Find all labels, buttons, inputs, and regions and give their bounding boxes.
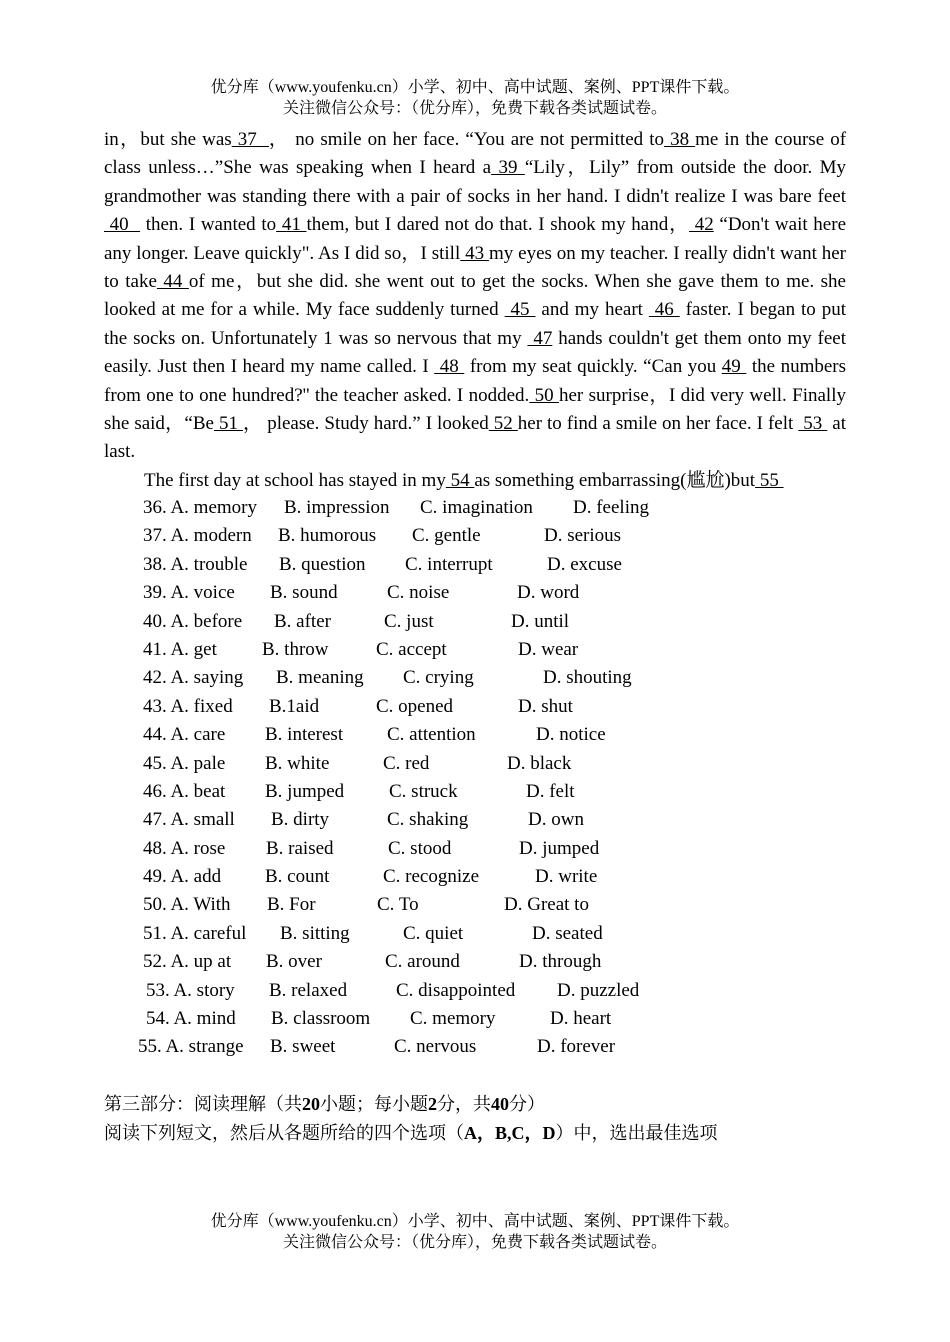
blank-46: 46 bbox=[648, 299, 680, 321]
option-row-50: 50. A. With B. For C. To D. Great to bbox=[143, 894, 589, 916]
option-row-51: 51. A. careful B. sitting C. quiet D. seated bbox=[143, 922, 603, 944]
answer-options bbox=[0, 494, 950, 1062]
page-header bbox=[0, 77, 950, 119]
option-row-39: 39. A. voice B. sound C. noise D. word bbox=[143, 582, 580, 604]
blank-45: 45 bbox=[504, 299, 536, 321]
blank-37: 37 bbox=[231, 129, 269, 150]
page-footer bbox=[0, 1211, 950, 1253]
option-row-48: 48. A. rose B. raised C. stood D. jumped bbox=[143, 837, 600, 859]
footer-line-2: 关注微信公众号：（优分库），免费下载各类试题试卷。 bbox=[282, 1234, 667, 1251]
blank-39: 39 bbox=[491, 157, 525, 179]
blank-54: 54 bbox=[445, 469, 475, 491]
option-row-49: 49. A. add B. count C. recognize D. write bbox=[143, 866, 598, 888]
blank-44: 44 bbox=[156, 271, 189, 293]
option-row-36: 36. A. memory B. impression C. imagination D. feeling bbox=[143, 497, 649, 518]
cloze-passage bbox=[104, 126, 846, 495]
blank-48: 48 bbox=[434, 356, 465, 378]
option-row-44: 44. A. care B. interest C. attention D. notice bbox=[143, 724, 606, 746]
option-row-53: 53. A. story B. relaxed C. disappointed D. puzzled bbox=[146, 979, 640, 1001]
option-row-55: 55. A. strange B. sweet C. nervous D. forever bbox=[138, 1036, 616, 1058]
option-row-42: 42. A. saying B. meaning C. crying D. shouting bbox=[143, 667, 632, 689]
option-row-46: 46. A. beat B. jumped C. struck D. felt bbox=[143, 780, 575, 802]
blank-40: 40 bbox=[104, 214, 141, 236]
blank-49: 49 bbox=[721, 356, 747, 378]
header-line-1: 优分库（www.youfenku.cn）小学、初中、高中试题、案例、PPT课件下载。 bbox=[210, 79, 740, 96]
blank-53: 53 bbox=[798, 413, 828, 435]
option-row-47: 47. A. small B. dirty C. shaking D. own bbox=[143, 809, 584, 831]
option-row-37: 37. A. modern B. humorous C. gentle D. serious bbox=[143, 525, 622, 547]
option-row-54: 54. A. mind B. classroom C. memory D. heart bbox=[146, 1008, 612, 1030]
blank-52: 52 bbox=[488, 413, 518, 435]
header-line-2: 关注微信公众号：（优分库），免费下载各类试题试卷。 bbox=[282, 100, 667, 117]
blank-51: 51 bbox=[213, 413, 243, 435]
passage-paragraph-2: The first day at school has stayed in my 54 as something embarrassing(尴尬)but 55 bbox=[144, 469, 784, 491]
section-three-title: 第三部分：阅读理解（共20小题；每小题2分，共40分） bbox=[104, 1094, 545, 1115]
option-row-52: 52. A. up at B. over C. around D. through bbox=[143, 951, 602, 973]
blank-38: 38 bbox=[664, 129, 696, 150]
blank-43: 43 bbox=[460, 242, 490, 264]
section-three-instructions: 阅读下列短文，然后从各题所给的四个选项（A，B,C，D）中，选出最佳选项 bbox=[104, 1123, 718, 1145]
blank-55: 55 bbox=[755, 469, 784, 491]
footer-line-1: 优分库（www.youfenku.cn）小学、初中、高中试题、案例、PPT课件下载。 bbox=[210, 1213, 740, 1230]
option-row-45: 45. A. pale B. white C. red D. black bbox=[143, 752, 572, 774]
option-row-43: 43. A. fixed B.1aid C. opened D. shut bbox=[143, 695, 573, 717]
blank-41: 41 bbox=[276, 214, 307, 236]
option-row-40: 40. A. before B. after C. just D. until bbox=[143, 610, 570, 632]
blank-47: 47 bbox=[527, 327, 553, 349]
blank-50: 50 bbox=[529, 384, 559, 406]
passage-paragraph-1: in，but she was 37 ， no smile on her face. “You are not permitted to 38 me in the course of class unless…”She was speaking when I heard a 39 “Lily，Lily” from outside the door. My grandmother was standing there with a pair of socks in her hand. I didn't realize I was bare feet 40 then. I wanted to 41 them, but I dared not do that. I shook my hand， 42 “Don't wait here any longer. Leave quickly". As I did so，I still 43 my eyes on my teacher. I really didn't want her to take 44 of me，but she did. she went out to get the socks. When she gave them to me. she looked at me for a while. My face suddenly turned 45 and my heart 46 faster. I began to put the socks on. Unfortunately 1 was so nervous that my 47 hands couldn't get them onto my feet easily. Just then I heard my name called. I 48 from my seat quickly. “Can you 49 the numbers from one to one hundred?'' the teacher asked. I nodded. 50 her surprise，I did very well. Finally she said，“Be 51 ， please. Study hard.” I looked 52 her to find a smile on her face. I felt 53 at last. bbox=[104, 129, 847, 463]
blank-42: 42 bbox=[689, 214, 714, 236]
option-row-41: 41. A. get B. throw C. accept D. wear bbox=[143, 638, 579, 660]
option-row-38: 38. A. trouble B. question C. interrupt D. excuse bbox=[143, 553, 622, 575]
section-three bbox=[104, 1090, 846, 1149]
